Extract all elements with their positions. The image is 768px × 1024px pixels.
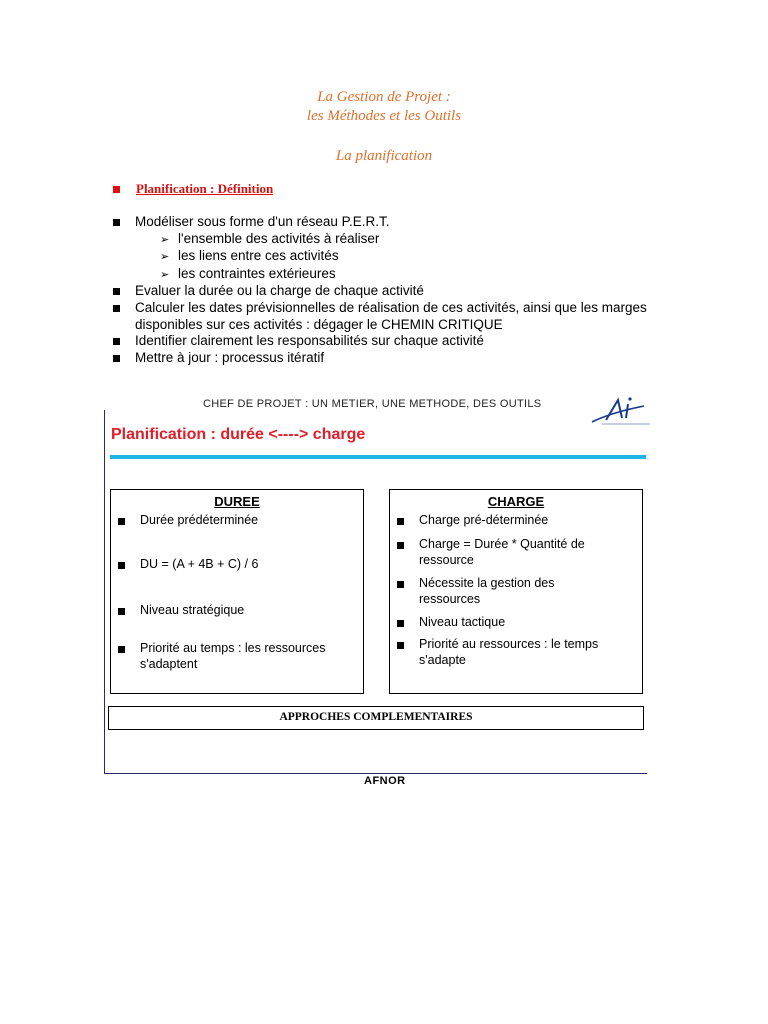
afnor-logo: AFNOR [364, 775, 406, 787]
arrow-bullet-icon: ➢ [160, 233, 170, 246]
square-bullet-icon [118, 646, 125, 653]
list-item [111, 641, 351, 672]
sub-list-item-text: l'ensemble des activités à réaliser [178, 230, 380, 246]
square-bullet-icon [397, 518, 404, 525]
duree-box [110, 489, 364, 694]
list-item [390, 615, 642, 637]
bullet-list [113, 214, 683, 366]
slide-bottom-border [104, 773, 647, 774]
list-item-text: Identifier clairement les responsabilités sur chaque activité [135, 333, 484, 349]
sub-list-item-text: les liens entre ces activités [178, 248, 339, 264]
title-line-1: La Gestion de Projet : [317, 89, 451, 105]
list-item-text: Mettre à jour : processus itératif [135, 349, 325, 365]
list-item-text: Charge = Durée * Quantité de ressource [419, 537, 585, 567]
square-bullet-icon [397, 581, 404, 588]
list-item-text: Durée prédéterminée [140, 513, 259, 527]
list-item-text: Charge pré-déterminée [419, 513, 549, 527]
arrow-bullet-icon: ➢ [160, 268, 170, 281]
sub-list-item-text: les contraintes extérieures [178, 265, 336, 281]
slide-title: Planification : durée <----> charge [111, 426, 366, 443]
section-heading [113, 181, 273, 197]
list-item [113, 283, 683, 300]
duree-heading: DUREE [214, 494, 260, 509]
sub-list-item [160, 231, 683, 249]
approches-box: APPROCHES COMPLEMENTAIRES [108, 706, 644, 730]
sub-list-item [160, 248, 683, 266]
slide-left-border [104, 410, 105, 774]
slide-accent-line [110, 455, 646, 459]
section-heading-label: Planification : Définition [136, 181, 274, 196]
square-bullet-icon [397, 620, 404, 627]
square-bullet-icon [118, 608, 125, 615]
list-item-text: Modéliser sous forme d'un réseau P.E.R.T. [135, 214, 390, 229]
list-item [113, 300, 683, 333]
square-bullet-icon [113, 338, 120, 345]
list-item [390, 513, 642, 537]
list-item [113, 333, 683, 350]
list-item [390, 537, 620, 576]
list-item [111, 603, 363, 641]
red-square-bullet-icon [113, 186, 120, 193]
list-item [390, 576, 590, 615]
list-item [113, 350, 683, 367]
square-bullet-icon [113, 305, 120, 312]
charge-box [389, 489, 643, 694]
sub-list-item [160, 266, 683, 284]
list-item [111, 513, 363, 557]
list-item [113, 214, 683, 231]
arrow-bullet-icon: ➢ [160, 251, 170, 264]
slide-header: CHEF DE PROJET : UN METIER, UNE METHODE, DES OUTILS [203, 398, 542, 410]
list-item-text: Evaluer la durée ou la charge de chaque activité [135, 283, 424, 299]
charge-heading: CHARGE [487, 494, 545, 509]
ai-logo-icon [584, 394, 656, 432]
list-item-text: Priorité au temps : les ressources s'adaptent [140, 641, 326, 671]
embedded-slide [104, 390, 650, 790]
square-bullet-icon [113, 219, 120, 226]
square-bullet-icon [118, 518, 125, 525]
document-subtitle: La planification [335, 148, 433, 164]
list-item-text: Niveau stratégique [140, 603, 245, 617]
title-line-2: les Méthodes et les Outils [306, 108, 462, 124]
square-bullet-icon [397, 542, 404, 549]
list-item-text: DU = (A + 4B + C) / 6 [140, 557, 259, 571]
list-item-text: Niveau tactique [419, 615, 506, 629]
square-bullet-icon [113, 288, 120, 295]
list-item [390, 637, 630, 668]
list-item [111, 557, 363, 603]
square-bullet-icon [118, 562, 125, 569]
list-item-text: Priorité au ressources : le temps s'adapte [419, 637, 599, 667]
square-bullet-icon [113, 355, 120, 362]
list-item-text: Nécessite la gestion des ressources [419, 576, 555, 606]
list-item-text: Calculer les dates prévisionnelles de réalisation de ces activités, ainsi que les marges disponibles sur ces activités : dégager le CHEMIN CRITIQUE [135, 299, 647, 332]
document-title [0, 88, 768, 166]
square-bullet-icon [397, 642, 404, 649]
